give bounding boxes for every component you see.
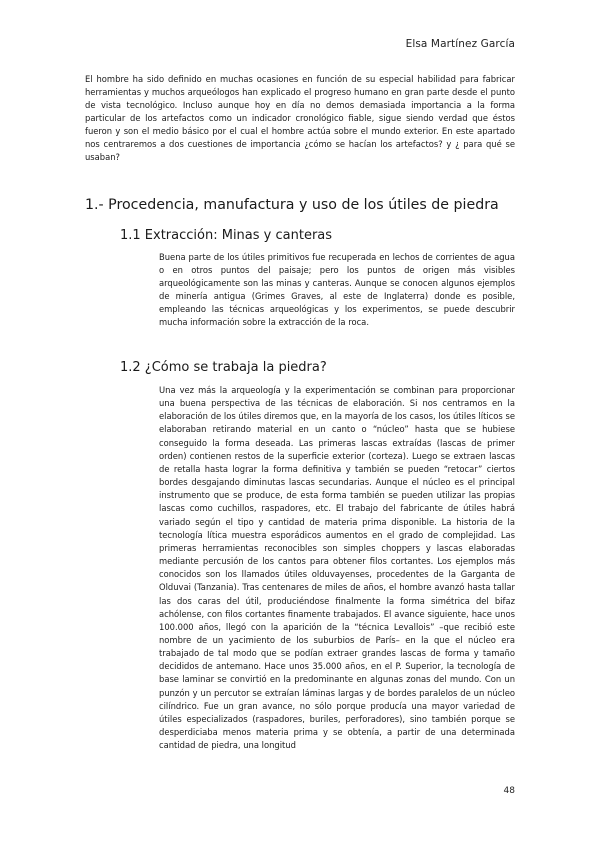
subsection-paragraph-extraccion: Buena parte de los útiles primitivos fue recuperada en lechos de corrientes de agua o en otros puntos del paisaje; pero los puntos de origen más visibles arqueológicamente son las minas y canteras. Aunque se conocen algunos ejemplos de minería antigua (Grimes Graves, al este de Inglaterra) donde es posible, empleando las técnicas arqueológicas y los experimentos, se puede descubrir mucha información sobre la extracción de la roca. — [159, 252, 515, 328]
subsection-title-trabajo-piedra: 1.2 ¿Cómo se trabaja la piedra? — [120, 360, 327, 375]
subsection-paragraph-trabajo-piedra: Una vez más la arqueología y la experimentación se combinan para proporcionar una buena perspectiva de las técnicas de elaboración. Si nos centramos en la elaboración de los útiles diremos que, en la mayoría de los casos, los útiles líticos se elaboraban retirando material en un canto o “núcleo” hasta que se hubiese conseguido la forma deseada. Las primeras lascas extraídas (lascas de primer orden) contienen restos de la superficie exterior (corteza). Luego se extraen lascas de retalla hasta lograr la forma definitiva y también se pueden “retocar” ciertos bordes desgajando diminutas lascas secundarias. Aunque el núcleo es el principal instrumento que se produce, de esta forma también se pueden utilizar las propias lascas como cuchillos, raspadores, etc. El trabajo del fabricante de útiles habrá variado según el tipo y cantidad de materia prima disponible. La historia de la tecnología lítica muestra esporádicos aumentos en el grado de complejidad. Las primeras herramientas reconocibles son simples choppers y lascas elaboradas mediante percusión de los cantos para obtener filos cortantes. Los ejemplos más conocidos son los llamados útiles olduvayenses, procedentes de la Garganta de Olduvai (Tanzania). Tras centenares de miles de años, el hombre avanzó hasta tallar las dos caras del útil, produciéndose finalmente la forma simétrica del bifaz achólense, con filos cortantes finamente trabajados. El avance siguiente, hace unos 100.000 años, llegó con la aparición de la “técnica Levallois” –que recibió este nombre de un yacimiento de los suburbios de París– en la que el núcleo era trabajado de tal modo que se podían extraer grandes lascas de forma y tamaño decididos de antemano. Hace unos 35.000 años, en el P. Superior, la tecnología de base laminar se convirtió en la predominante en algunas zonas del mundo. Con un punzón y un percutor se extraían láminas largas y de bordes paralelos de un núcleo cilíndrico. Fue un gran avance, no sólo porque producía una mayor variedad de útiles especializados (raspadores, buriles, perforadores), sino también porque se desperdiciaba menos materia prima y se obtenía, a partir de una determinada cantidad de piedra, una longitud — [159, 385, 515, 751]
section-title: 1.- Procedencia, manufactura y uso de los útiles de piedra — [85, 197, 499, 213]
intro-paragraph: El hombre ha sido definido en muchas ocasiones en función de su especial habilidad para fabricar herramientas y muchos arqueólogos han explicado el progreso humano en gran parte desde el punto de vista tecnológico. Incluso aunque hoy en día no demos demasiada importancia a la forma particular de los artefactos como un indicador cronológico fiable, sigue siendo verdad que éstos fueron y son el medio básico por el cual el hombre actúa sobre el mundo exterior. En este apartado nos centraremos a dos cuestiones de importancia ¿cómo se hacían los artefactos? y ¿ para qué se usaban? — [85, 74, 515, 162]
subsection-title-extraccion: 1.1 Extracción: Minas y canteras — [120, 228, 333, 243]
running-header-author: Elsa Martínez García — [405, 38, 515, 50]
page-number: 48 — [503, 786, 515, 796]
